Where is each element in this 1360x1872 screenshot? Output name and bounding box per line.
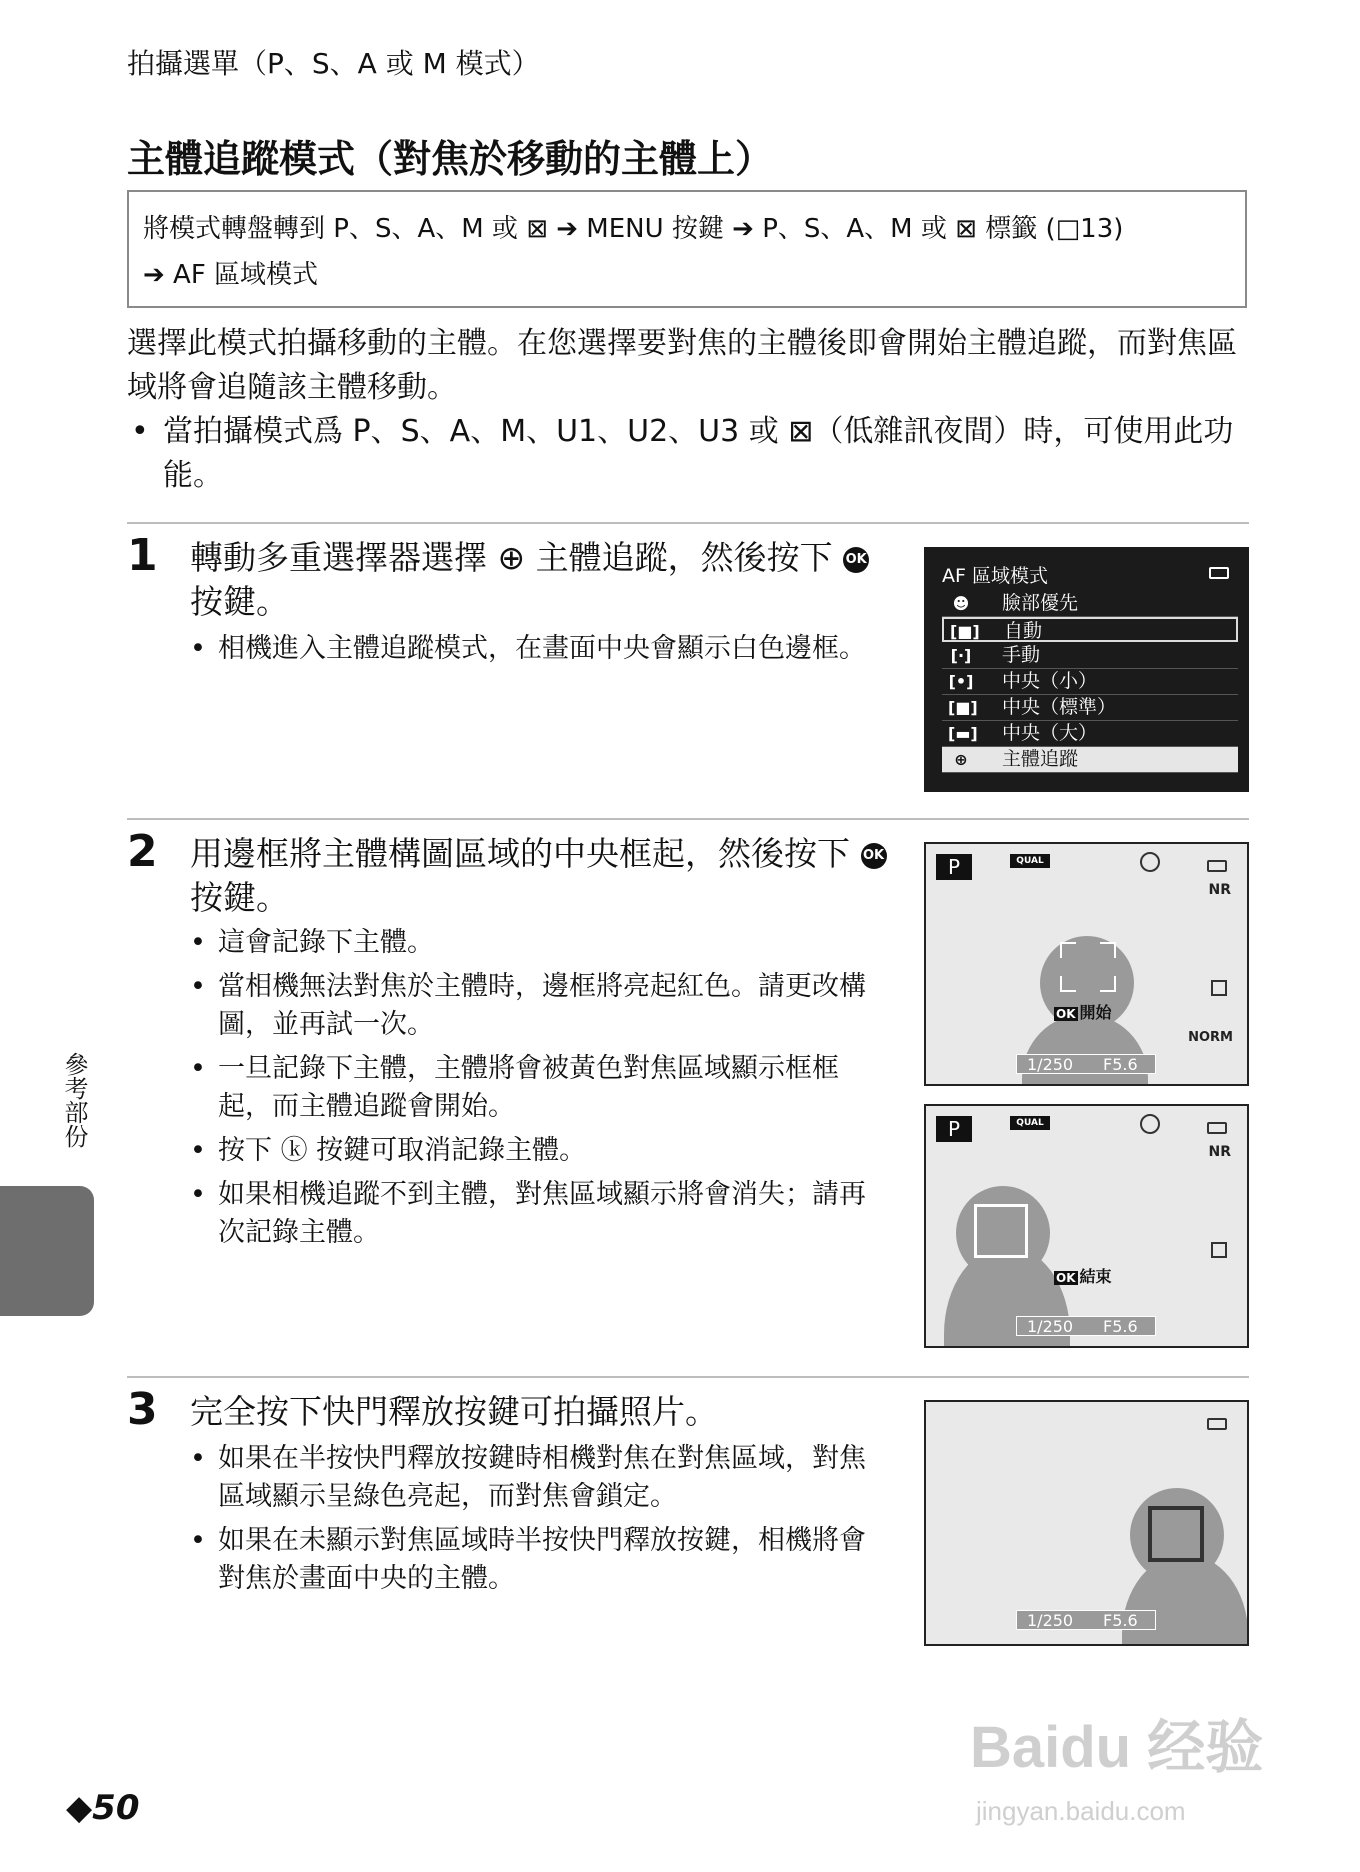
list-item [190, 968, 890, 1044]
vibration-reduction-icon [1140, 1114, 1160, 1134]
list-item-text: 相機進入主體追蹤模式，在畫面中央會顯示白色邊框。 [218, 633, 866, 664]
focus-frame-corner [1100, 976, 1116, 992]
ok-start-label [1054, 1000, 1112, 1023]
list-item [190, 1050, 890, 1126]
step-heading-text: 完全按下快門釋放按鍵可拍攝照片。 [190, 1392, 718, 1431]
manual-area-icon: [·] [950, 646, 972, 665]
list-item [190, 1522, 890, 1598]
menu-path-box [127, 190, 1247, 308]
step-bullets [190, 924, 890, 1258]
menu-path-line-1: 將模式轉盤轉到 P、S、A、M 或 ⊠ ➔ MENU 按鍵 ➔ P、S、A、M 或 ⊠ 標籤 (□13) [143, 214, 1124, 244]
shutter-speed: 1/250 [1027, 1611, 1074, 1630]
list-item-text: 按下 ⓚ 按鍵可取消記錄主體。 [218, 1135, 587, 1166]
page-title: 主體追蹤模式（對焦於移動的主體上） [127, 137, 774, 181]
aperture-value: F5.6 [1103, 1611, 1138, 1630]
metering-icon [1211, 980, 1227, 996]
ok-button-icon: OK [1056, 1271, 1076, 1285]
divider [127, 1376, 1249, 1378]
bullet-icon: • [190, 1135, 206, 1166]
intro-paragraph: 選擇此模式拍攝移動的主體。在您選擇要對焦的主體後即會開始主體追蹤，而對焦區域將會追隨該主體移動。 [127, 326, 1237, 405]
menu-item-label: 中央（標準） [1002, 696, 1117, 718]
intro-bullet [127, 410, 1257, 498]
bullet-icon: • [190, 1053, 206, 1084]
bullet-icon: • [190, 927, 206, 958]
section-tab [0, 1186, 94, 1316]
watermark-url: jingyan.baidu.com [976, 1796, 1186, 1826]
page-number-text: 50 [92, 1788, 140, 1828]
auto-area-icon: [■] [950, 622, 980, 641]
step-heading-text-end: 按鍵。 [190, 582, 289, 621]
bullet-icon: • [190, 633, 206, 664]
camera-screen-tracking [924, 1104, 1249, 1348]
ok-button-icon: OK [1056, 1007, 1076, 1021]
menu-item [942, 721, 1238, 747]
camera-screen-start [924, 842, 1249, 1086]
menu-item [942, 669, 1238, 695]
step-heading [190, 832, 890, 920]
battery-icon [1207, 1418, 1227, 1430]
step-number: 1 [127, 530, 158, 581]
menu-item [942, 643, 1238, 669]
menu-title: AF 區域模式 [942, 565, 1048, 587]
list-item [190, 924, 890, 962]
step-heading-text: 轉動多重選擇器選擇 ⊕ 主體追蹤，然後按下 [190, 538, 833, 577]
battery-icon [1209, 567, 1229, 579]
exposure-readout [1016, 1316, 1156, 1336]
aperture-value: F5.6 [1103, 1317, 1138, 1336]
exposure-readout [1016, 1610, 1156, 1630]
step-heading-text-end: 按鍵。 [190, 878, 289, 917]
image-quality-icon: QUAL [1010, 854, 1050, 868]
menu-item-selected [942, 747, 1238, 773]
image-quality-icon: QUAL [1010, 1116, 1050, 1130]
list-item [190, 1176, 890, 1252]
section-tab-label: 參考部份 [60, 1052, 88, 1148]
metering-icon [1211, 1242, 1227, 1258]
shooting-mode-badge: P [936, 1116, 972, 1142]
ok-button-icon: OK [843, 547, 869, 573]
list-item [190, 630, 890, 668]
center-small-icon: [•] [948, 672, 974, 691]
menu-item [942, 695, 1238, 721]
center-standard-icon: [■] [948, 698, 978, 717]
intro-bullet-text: 當拍攝模式爲 P、S、A、M、U1、U2、U3 或 ⊠（低雜訊夜間）時，可使用此功能。 [163, 414, 1234, 493]
shutter-speed: 1/250 [1027, 1055, 1074, 1074]
breadcrumb: 拍攝選單（P、S、A 或 M 模式） [127, 47, 540, 80]
subject-tracking-icon: ⊕ [954, 750, 968, 769]
face-priority-icon: ☻ [952, 594, 970, 613]
bullet-icon: • [190, 1525, 206, 1556]
af-area-mode-menu-screenshot [924, 547, 1249, 792]
focus-frame-corner [1060, 976, 1076, 992]
shutter-speed: 1/250 [1027, 1317, 1074, 1336]
tracking-frame [974, 1204, 1028, 1258]
bullet-icon: • [190, 971, 206, 1002]
reference-section-icon: ◆ [66, 1788, 93, 1828]
list-item [190, 1440, 890, 1516]
bullet-icon: • [131, 414, 149, 449]
ok-button-icon: OK [861, 843, 887, 869]
locked-focus-frame [1148, 1506, 1204, 1562]
divider [127, 818, 1249, 820]
step-number: 2 [127, 826, 158, 877]
step-heading [190, 1390, 890, 1434]
menu-item-label: 中央（大） [1002, 722, 1098, 744]
battery-icon [1207, 860, 1227, 872]
list-item-text: 這會記錄下主體。 [218, 927, 434, 958]
menu-item [942, 591, 1238, 617]
bullet-icon: • [190, 1443, 206, 1474]
ok-end-label [1054, 1264, 1112, 1287]
list-item [190, 1132, 890, 1170]
ok-start-text: 開始 [1079, 1003, 1112, 1022]
image-mode-indicator: NORM [1188, 1030, 1233, 1045]
center-large-icon: [▬] [948, 724, 978, 743]
page-number [66, 1788, 139, 1828]
vibration-reduction-icon [1140, 852, 1160, 872]
watermark-logo: Baidu 经验 [970, 1715, 1264, 1780]
menu-item [942, 617, 1238, 642]
list-item-text: 當相機無法對焦於主體時，邊框將亮起紅色。請更改構圖，並再試一次。 [218, 971, 866, 1040]
noise-reduction-indicator: NR [1208, 882, 1231, 898]
noise-reduction-indicator: NR [1208, 1144, 1231, 1160]
ok-end-text: 結束 [1079, 1267, 1112, 1286]
menu-item-label: 中央（小） [1002, 670, 1098, 692]
step-heading [190, 536, 890, 624]
step-heading-text: 用邊框將主體構圖區域的中央框起，然後按下 [190, 834, 850, 873]
list-item-text: 如果在半按快門釋放按鍵時相機對焦在對焦區域，對焦區域顯示呈綠色亮起，而對焦會鎖定。 [218, 1443, 866, 1512]
bullet-icon: • [190, 1179, 206, 1210]
step-bullets [190, 1440, 890, 1604]
list-item-text: 如果在未顯示對焦區域時半按快門釋放按鍵，相機將會對焦於畫面中央的主體。 [218, 1525, 866, 1594]
focus-frame-corner [1060, 942, 1076, 958]
aperture-value: F5.6 [1103, 1055, 1138, 1074]
list-item-text: 如果相機追蹤不到主體，對焦區域顯示將會消失；請再次記錄主體。 [218, 1179, 866, 1248]
list-item-text: 一旦記錄下主體，主體將會被黃色對焦區域顯示框框起，而主體追蹤會開始。 [218, 1053, 839, 1122]
focus-frame-corner [1100, 942, 1116, 958]
divider [127, 522, 1249, 524]
intro-section [127, 322, 1257, 498]
step-bullets [190, 630, 890, 674]
battery-icon [1207, 1122, 1227, 1134]
shooting-mode-badge: P [936, 854, 972, 880]
exposure-readout [1016, 1054, 1156, 1074]
step-number: 3 [127, 1384, 158, 1435]
camera-screen-focus-locked [924, 1400, 1249, 1646]
menu-item-label: 主體追蹤 [1002, 748, 1079, 770]
menu-item-label: 自動 [1004, 620, 1043, 642]
menu-item-label: 臉部優先 [1002, 592, 1079, 614]
menu-path-line-2: ➔ AF 區域模式 [143, 260, 319, 290]
menu-item-label: 手動 [1002, 644, 1041, 666]
